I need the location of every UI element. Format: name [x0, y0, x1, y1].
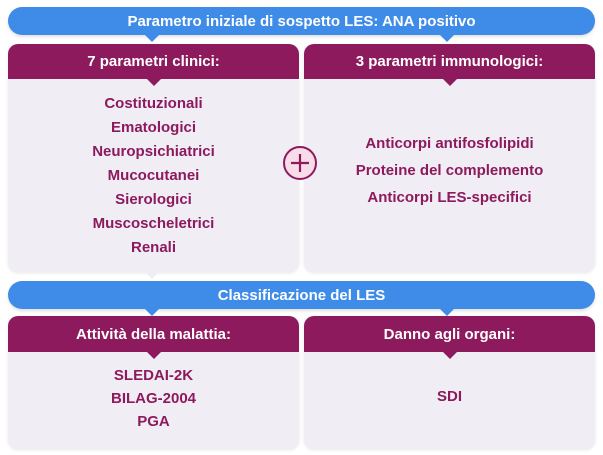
- middle-banner-in-left: [145, 272, 159, 279]
- immunological-panel-title: 3 parametri immunologici:: [355, 53, 544, 70]
- clinical-list: [8, 92, 299, 260]
- immunological-panel: [304, 44, 595, 272]
- top-banner: [8, 7, 595, 35]
- plus-circle-icon: [283, 146, 317, 180]
- clinical-item: Sierologici: [115, 191, 192, 208]
- middle-banner: [8, 281, 595, 309]
- activity-list: [8, 364, 299, 433]
- clinical-item: Neuropsichiatrici: [92, 143, 215, 160]
- damage-panel-title: Danno agli organi:: [383, 325, 516, 343]
- immunological-item: Proteine del complemento: [355, 162, 544, 179]
- activity-item: BILAG-2004: [110, 390, 197, 407]
- immunological-item: Anticorpi antifosfolipidi: [365, 135, 534, 152]
- immunological-list: [304, 130, 595, 211]
- clinical-item: Mucocutanei: [107, 167, 200, 184]
- damage-header-notch: [443, 352, 457, 359]
- middle-banner-notch-left: [145, 309, 159, 316]
- immunological-header-notch: [443, 79, 457, 86]
- damage-item: SDI: [436, 388, 462, 405]
- damage-panel-header: [304, 316, 595, 352]
- clinical-header-notch: [147, 79, 161, 86]
- activity-panel: [8, 316, 299, 449]
- top-banner-notch-left: [145, 35, 159, 42]
- clinical-panel: [8, 44, 299, 272]
- clinical-panel-header: [8, 44, 299, 79]
- clinical-item: Muscoscheletrici: [92, 215, 215, 232]
- activity-item: PGA: [137, 413, 170, 430]
- activity-item: SLEDAI-2K: [113, 367, 194, 384]
- damage-panel: [304, 316, 595, 449]
- damage-list: [304, 385, 595, 408]
- top-banner-notch-right: [440, 35, 454, 42]
- clinical-item: Ematologici: [110, 119, 196, 136]
- middle-banner-notch-right: [440, 309, 454, 316]
- activity-panel-title: Attività della malattia:: [75, 325, 232, 343]
- clinical-item: Costituzionali: [104, 95, 203, 112]
- clinical-panel-title: 7 parametri clinici:: [87, 53, 220, 70]
- clinical-item: Renali: [130, 239, 176, 256]
- immunological-item: Anticorpi LES-specifici: [367, 189, 532, 206]
- top-banner-label: Parametro iniziale di sospetto LES: ANA positivo: [127, 12, 476, 30]
- immunological-panel-header: [304, 44, 595, 79]
- activity-header-notch: [147, 352, 161, 359]
- activity-panel-header: [8, 316, 299, 352]
- middle-banner-label: Classificazione del LES: [217, 286, 386, 304]
